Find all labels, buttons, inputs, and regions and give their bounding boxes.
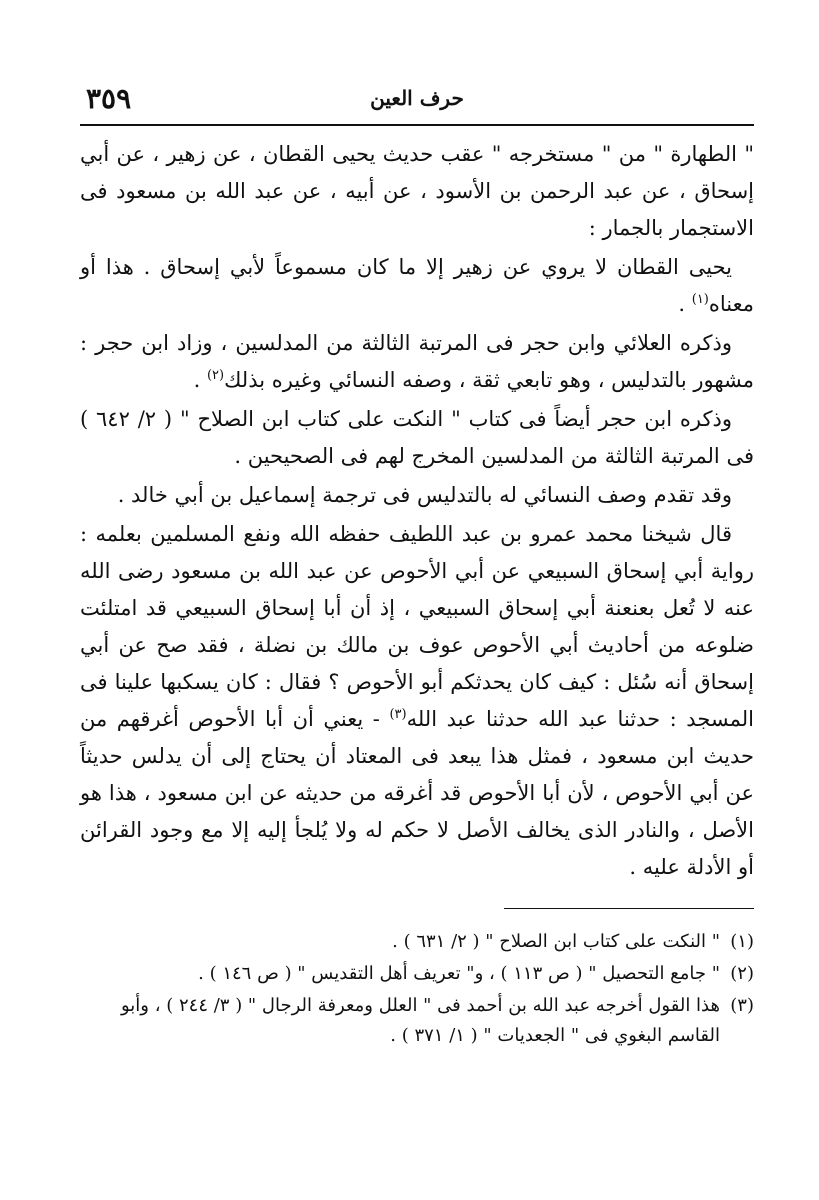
main-text (80, 136, 754, 886)
paragraph (80, 516, 754, 886)
footnote-mark: (٢) (206, 368, 225, 383)
running-title: حرف العين (370, 86, 464, 110)
page-number: ٣٥٩ (86, 82, 132, 115)
footnote-mark: (٣) (389, 707, 407, 722)
footnote (80, 991, 754, 1051)
paragraph: " الطهارة " من " مستخرجه " عقب حديث يحيى القطان ، عن زهير ، عن أبي إسحاق ، عن عبد الرحمن بن الأسود ، عن أبيه ، عن عبد الله بن مسعود فى الاستجمار بالجمار : (80, 142, 754, 240)
footnote-text: " النكت على كتاب ابن الصلاح " ( ٢/ ٦٣١ ) . (392, 931, 720, 952)
paragraph-continuation: - يعني أن أبا الأحوص أغرقهم من حديث ابن مسعود ، فمثل هذا يبعد فى المعتاد أن يحتاج إلى أن يدلس حديثاً عن أبي الأحوص ، لأن أبا الأحوص قد أغرقه من حديثه عن ابن مسعود ، هذا هو الأصل ، والنادر الذى يخالف الأصل لا حكم له ولا يُلجأ إليه إلا مع وجود القرائن أو الأدلة عليه . (80, 707, 754, 879)
page-header (80, 82, 754, 126)
paragraph-text: يحيى القطان لا يروي عن زهير إلا ما كان مسموعاً لأبي إسحاق . هذا أو معناه (80, 255, 754, 316)
footnote-number: (١) (730, 931, 754, 952)
paragraph (80, 249, 754, 323)
footnote-text: " جامع التحصيل " ( ص ١١٣ ) ، و" تعريف أهل التقديس " ( ص ١٤٦ ) . (198, 963, 720, 984)
paragraph-end: . (678, 292, 692, 316)
paragraph-text: وذكره العلائي وابن حجر فى المرتبة الثالثة من المدلسين ، وزاد ابن حجر : مشهور بالتدليس ، وهو تابعي ثقة ، وصفه النسائي وغيره بذلك (80, 331, 754, 392)
paragraph-end: . (193, 368, 207, 392)
footnote-mark: (١) (691, 292, 709, 307)
paragraph: وقد تقدم وصف النسائي له بالتدليس فى ترجمة إسماعيل بن أبي خالد . (117, 483, 732, 507)
book-page (80, 82, 754, 1053)
footnote-text: هذا القول أخرجه عبد الله بن أحمد فى " العلل ومعرفة الرجال " ( ٣/ ٢٤٤ ) ، وأبو القاسم البغوي فى " الجعديات " ( ١/ ٣٧١ ) . (120, 995, 720, 1046)
footnote-number: (٣) (730, 995, 754, 1016)
paragraph-text: قال شيخنا محمد عمرو بن عبد اللطيف حفظه الله ونفع المسلمين بعلمه : رواية أبي إسحاق السبيعي عن أبي الأحوص عن عبد الله بن مسعود رضى الله عنه لا تُعل بعنعنة أبي إسحاق السبيعي ، إذ أن أبا إسحاق السبيعي قد امتلئت ضلوعه من أحاديث أبي الأحوص عوف بن مالك بن نضلة ، فقد صح عن أبي إسحاق أنه سُئل : كيف كان يحدثكم أبو الأحوص ؟ فقال : كان يسكبها علينا فى المسجد : حدثنا عبد الله حدثنا عبد الله (80, 522, 754, 731)
footnotes (80, 927, 754, 1051)
footnote (80, 927, 754, 957)
paragraph: وذكره ابن حجر أيضاً فى كتاب " النكت على كتاب ابن الصلاح " ( ٢/ ٦٤٢ ) فى المرتبة الثالثة من المدلسين المخرج لهم فى الصحيحين . (80, 407, 754, 468)
footnote (80, 959, 754, 989)
footnote-divider (504, 908, 754, 909)
paragraph (80, 325, 754, 399)
footnote-number: (٢) (730, 963, 754, 984)
